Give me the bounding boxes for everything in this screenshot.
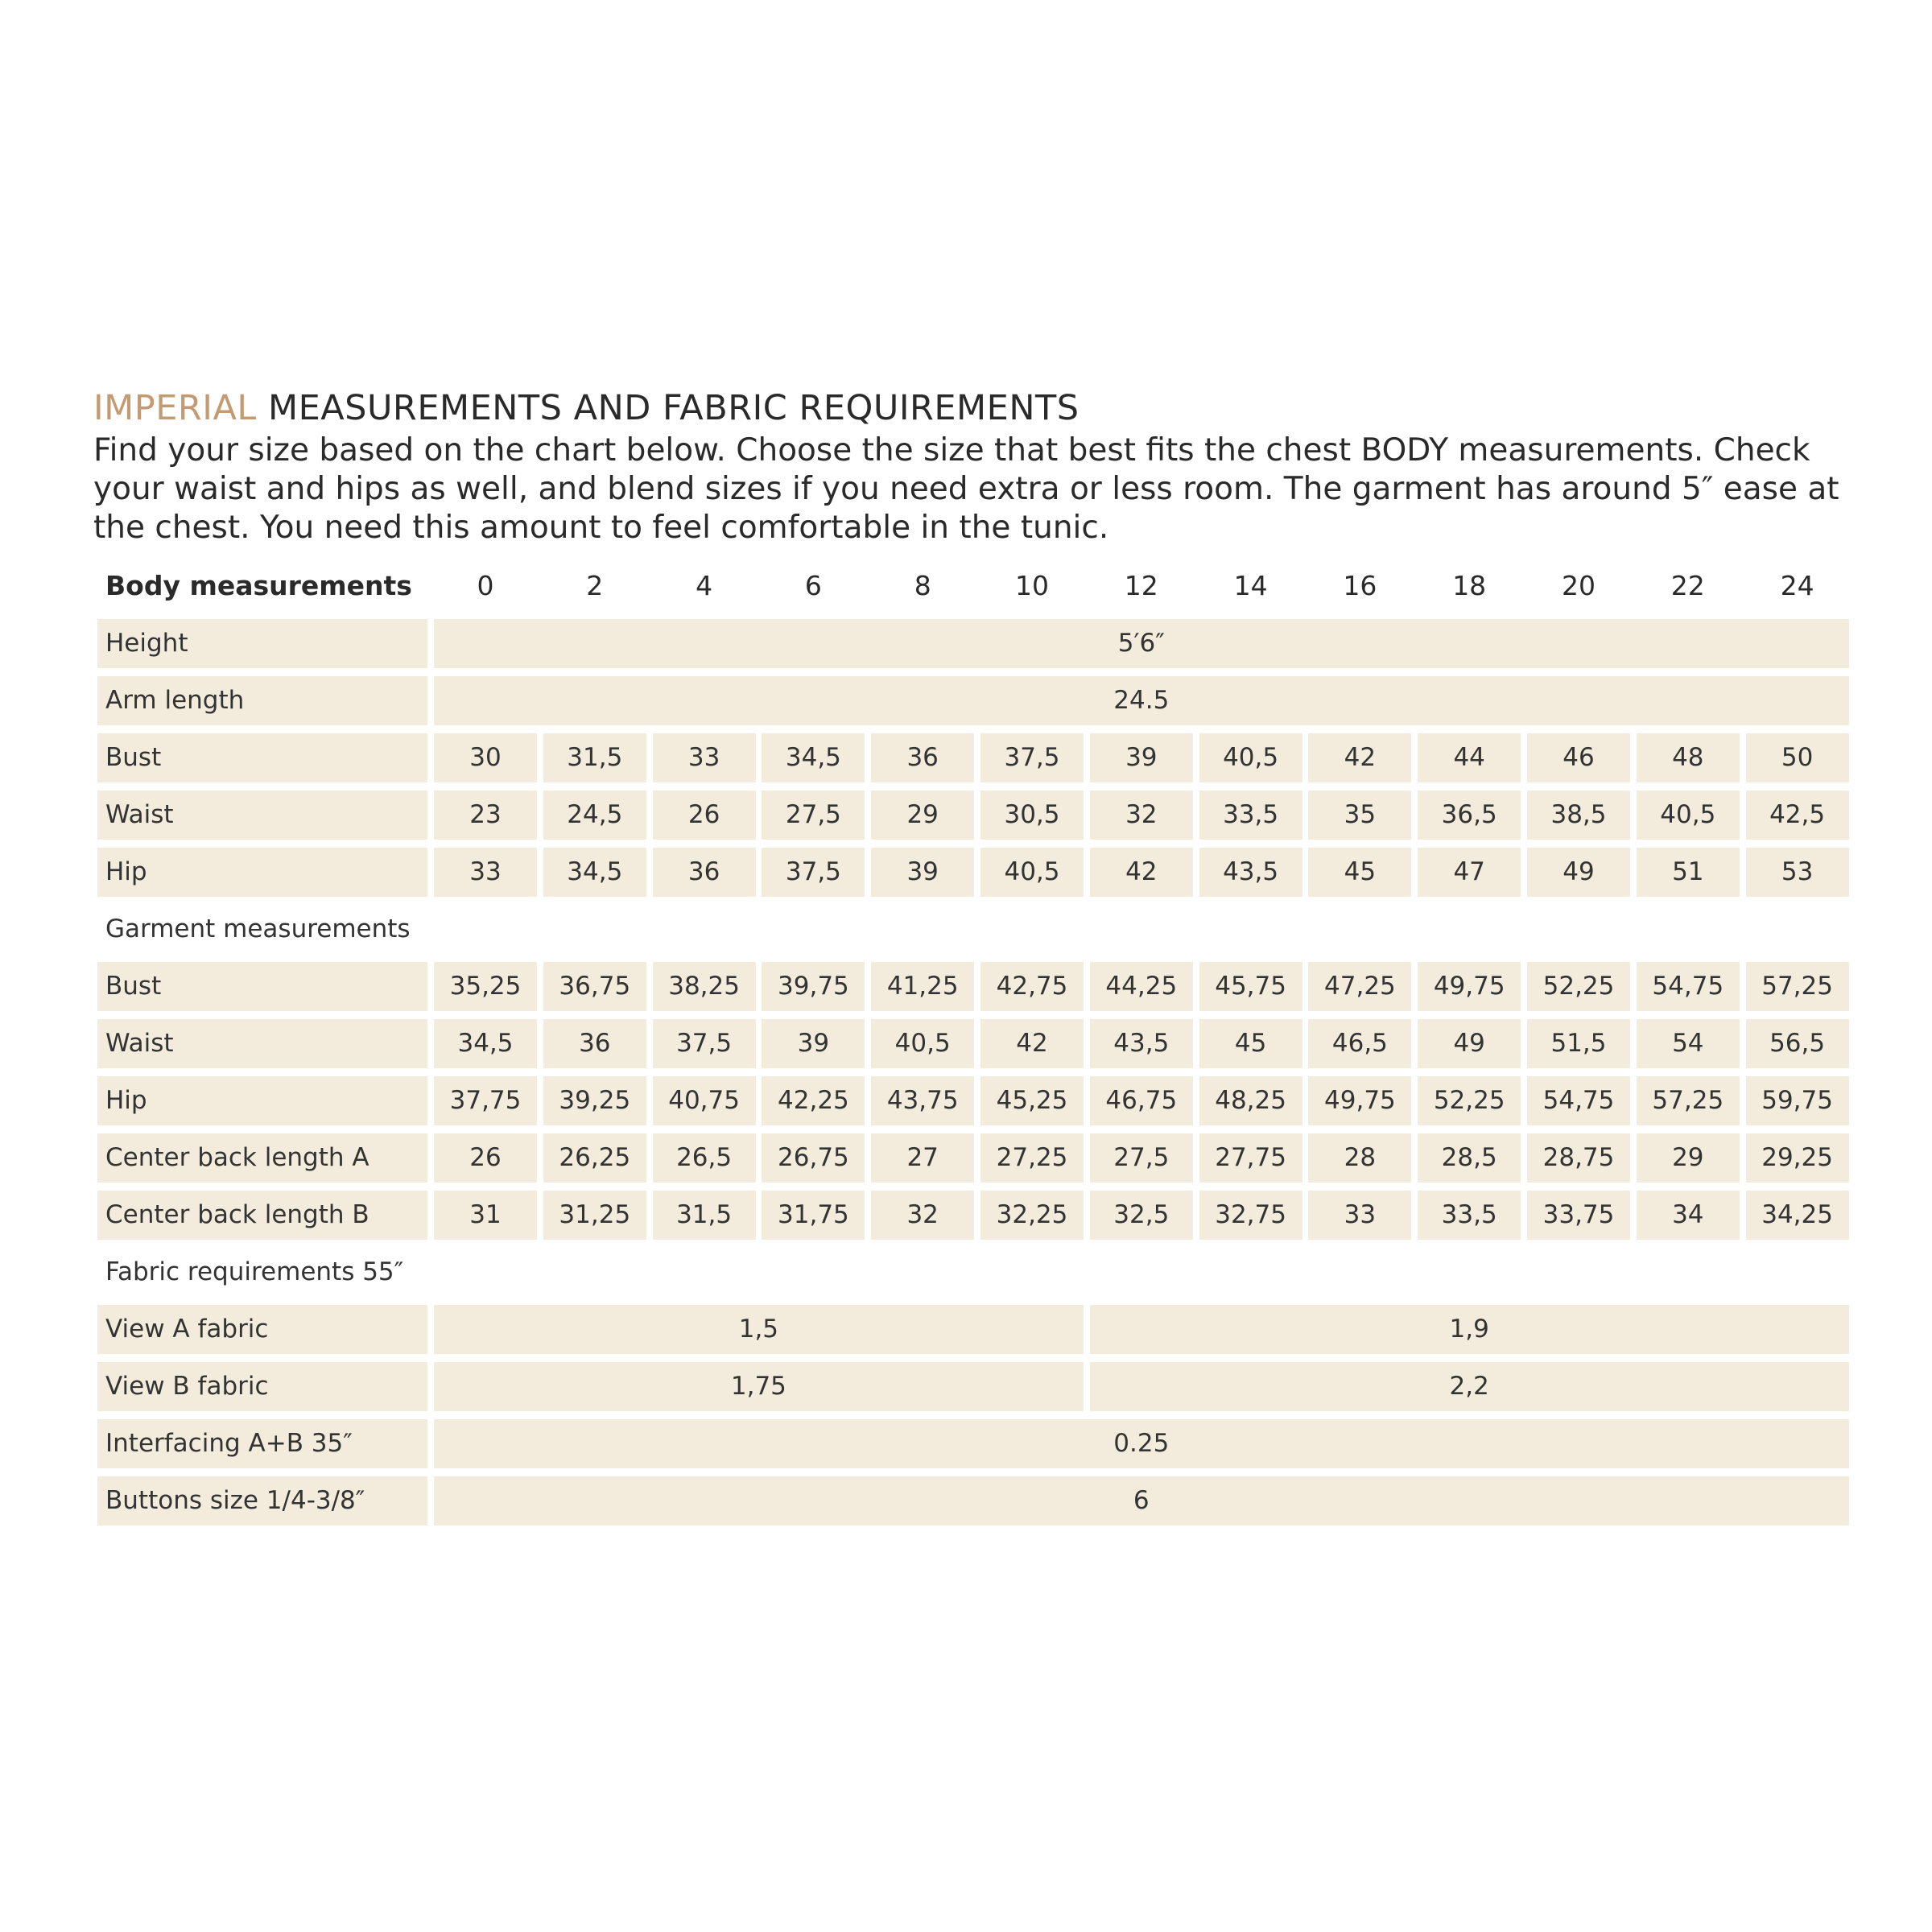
value-cell: 24,5 <box>543 791 646 840</box>
size-header-24: 24 <box>1780 570 1814 601</box>
size-header-10: 10 <box>1015 570 1049 601</box>
value-cell: 32 <box>1090 791 1193 840</box>
value-cell: 57,25 <box>1746 962 1849 1011</box>
value-cell: 41,25 <box>871 962 974 1011</box>
value-cell: 27,25 <box>980 1133 1084 1183</box>
value-cell: 35 <box>1308 791 1411 840</box>
value-cell: 52,25 <box>1527 962 1630 1011</box>
value-cell: 31,5 <box>543 733 646 782</box>
row-label: Bust <box>97 962 427 1011</box>
value-cell: 39 <box>871 848 974 897</box>
value-cell: 51,5 <box>1527 1019 1630 1068</box>
value-cell: 28,5 <box>1418 1133 1521 1183</box>
row-label: Arm length <box>97 676 427 725</box>
value-cell: 51 <box>1637 848 1740 897</box>
value-cell: 28 <box>1308 1133 1411 1183</box>
value-cell: 40,75 <box>653 1076 756 1125</box>
value-cell: 29 <box>1637 1133 1740 1183</box>
value-cell: 27 <box>871 1133 974 1183</box>
row-label: Waist <box>97 791 427 840</box>
value-cell: 36 <box>653 848 756 897</box>
value-cell: 43,5 <box>1199 848 1302 897</box>
value-cell: 54,75 <box>1527 1076 1630 1125</box>
value-cell: 39,25 <box>543 1076 646 1125</box>
table-row <box>97 672 1844 729</box>
table-row <box>97 1301 1844 1358</box>
value-cell: 45,25 <box>980 1076 1084 1125</box>
size-header-4: 4 <box>696 570 713 601</box>
title-rest: MEASUREMENTS AND FABRIC REQUIREMENTS <box>267 388 1080 428</box>
section-label: Fabric requirements 55″ <box>105 1257 404 1286</box>
table-row <box>97 1015 1844 1072</box>
table-body <box>97 615 1844 1530</box>
value-cell: 42 <box>980 1019 1084 1068</box>
row-label: Height <box>97 619 427 668</box>
table-row <box>97 844 1844 901</box>
value-cell: 31,75 <box>762 1191 865 1240</box>
value-cell: 47 <box>1418 848 1521 897</box>
value-cell: 33 <box>1308 1191 1411 1240</box>
split-cell-left: 1,5 <box>434 1305 1084 1354</box>
intro-text: Find your size based on the chart below. Choose the size that best fits the chest BODY measurements. Check your waist and hips as well, and blend sizes if you need extra or less room. The garment has around 5″ ease at the chest. You need this amount to feel comfortable in the tunic. <box>93 432 1839 546</box>
value-cell: 43,75 <box>871 1076 974 1125</box>
value-cell: 38,5 <box>1527 791 1630 840</box>
value-cell: 36,5 <box>1418 791 1521 840</box>
value-cell: 49,75 <box>1418 962 1521 1011</box>
value-cell: 42,25 <box>762 1076 865 1125</box>
value-cell: 32 <box>871 1191 974 1240</box>
value-cell: 34,5 <box>543 848 646 897</box>
table-row <box>97 1415 1844 1472</box>
value-cell: 56,5 <box>1746 1019 1849 1068</box>
row-label: Hip <box>97 848 427 897</box>
split-cell-right: 1,9 <box>1090 1305 1849 1354</box>
value-cell: 26 <box>653 791 756 840</box>
value-cell: 34,5 <box>434 1019 537 1068</box>
row-label: View B fabric <box>97 1362 427 1411</box>
table-row <box>97 1129 1844 1187</box>
size-header-8: 8 <box>914 570 931 601</box>
split-cell-right: 2,2 <box>1090 1362 1849 1411</box>
span-cell: 6 <box>434 1476 1849 1525</box>
value-cell: 31,25 <box>543 1191 646 1240</box>
size-header-18: 18 <box>1452 570 1487 601</box>
table-row <box>97 1187 1844 1244</box>
value-cell: 27,75 <box>1199 1133 1302 1183</box>
value-cell: 33,75 <box>1527 1191 1630 1240</box>
value-cell: 34,25 <box>1746 1191 1849 1240</box>
value-cell: 49,75 <box>1308 1076 1411 1125</box>
value-cell: 47,25 <box>1308 962 1411 1011</box>
value-cell: 33 <box>434 848 537 897</box>
page-header <box>93 385 1848 547</box>
value-cell: 26,25 <box>543 1133 646 1183</box>
value-cell: 42,75 <box>980 962 1084 1011</box>
value-cell: 42,5 <box>1746 791 1849 840</box>
value-cell: 46 <box>1527 733 1630 782</box>
value-cell: 39 <box>762 1019 865 1068</box>
row-label: Center back length B <box>97 1191 427 1240</box>
value-cell: 45,75 <box>1199 962 1302 1011</box>
span-cell: 24.5 <box>434 676 1849 725</box>
section-label: Garment measurements <box>105 914 411 943</box>
value-cell: 30 <box>434 733 537 782</box>
value-cell: 33,5 <box>1418 1191 1521 1240</box>
value-cell: 40,5 <box>980 848 1084 897</box>
value-cell: 48,25 <box>1199 1076 1302 1125</box>
value-cell: 37,5 <box>762 848 865 897</box>
span-cell: 5′6″ <box>434 619 1849 668</box>
value-cell: 39 <box>1090 733 1193 782</box>
size-header-0: 0 <box>477 570 494 601</box>
value-cell: 43,5 <box>1090 1019 1193 1068</box>
value-cell: 34 <box>1637 1191 1740 1240</box>
row-label: View A fabric <box>97 1305 427 1354</box>
value-cell: 40,5 <box>871 1019 974 1068</box>
size-header-2: 2 <box>586 570 604 601</box>
size-header-6: 6 <box>804 570 822 601</box>
value-cell: 59,75 <box>1746 1076 1849 1125</box>
value-cell: 26,5 <box>653 1133 756 1183</box>
value-cell: 50 <box>1746 733 1849 782</box>
value-cell: 57,25 <box>1637 1076 1740 1125</box>
value-cell: 40,5 <box>1199 733 1302 782</box>
value-cell: 49 <box>1418 1019 1521 1068</box>
row-label: Waist <box>97 1019 427 1068</box>
row-label: Buttons size 1/4-3/8″ <box>97 1476 427 1525</box>
value-cell: 38,25 <box>653 962 756 1011</box>
value-cell: 39,75 <box>762 962 865 1011</box>
row-label: Hip <box>97 1076 427 1125</box>
value-cell: 34,5 <box>762 733 865 782</box>
row-label: Center back length A <box>97 1133 427 1183</box>
value-cell: 26,75 <box>762 1133 865 1183</box>
size-chart-table <box>97 557 1844 1530</box>
header-label: Body measurements <box>105 570 412 601</box>
value-cell: 31,5 <box>653 1191 756 1240</box>
value-cell: 37,5 <box>980 733 1084 782</box>
value-cell: 30,5 <box>980 791 1084 840</box>
value-cell: 49 <box>1527 848 1630 897</box>
table-row <box>97 786 1844 844</box>
value-cell: 44 <box>1418 733 1521 782</box>
value-cell: 53 <box>1746 848 1849 897</box>
value-cell: 40,5 <box>1637 791 1740 840</box>
value-cell: 29 <box>871 791 974 840</box>
value-cell: 44,25 <box>1090 962 1193 1011</box>
value-cell: 33 <box>653 733 756 782</box>
table-header-row <box>97 557 1844 615</box>
value-cell: 31 <box>434 1191 537 1240</box>
span-cell: 0.25 <box>434 1419 1849 1468</box>
size-header-12: 12 <box>1124 570 1158 601</box>
value-cell: 42 <box>1090 848 1193 897</box>
size-header-22: 22 <box>1670 570 1705 601</box>
row-label: Interfacing A+B 35″ <box>97 1419 427 1468</box>
value-cell: 32,25 <box>980 1191 1084 1240</box>
title-accent: IMPERIAL <box>93 388 257 428</box>
value-cell: 36,75 <box>543 962 646 1011</box>
value-cell: 27,5 <box>762 791 865 840</box>
value-cell: 28,75 <box>1527 1133 1630 1183</box>
value-cell: 46,5 <box>1308 1019 1411 1068</box>
row-label: Bust <box>97 733 427 782</box>
value-cell: 32,75 <box>1199 1191 1302 1240</box>
value-cell: 45 <box>1199 1019 1302 1068</box>
split-cell-left: 1,75 <box>434 1362 1084 1411</box>
value-cell: 54,75 <box>1637 962 1740 1011</box>
size-header-20: 20 <box>1562 570 1596 601</box>
table-row <box>97 1472 1844 1530</box>
value-cell: 32,5 <box>1090 1191 1193 1240</box>
value-cell: 37,75 <box>434 1076 537 1125</box>
size-header-14: 14 <box>1233 570 1268 601</box>
value-cell: 26 <box>434 1133 537 1183</box>
table-row <box>97 1358 1844 1415</box>
value-cell: 48 <box>1637 733 1740 782</box>
value-cell: 37,5 <box>653 1019 756 1068</box>
value-cell: 35,25 <box>434 962 537 1011</box>
table-row <box>97 615 1844 672</box>
value-cell: 54 <box>1637 1019 1740 1068</box>
table-row <box>97 958 1844 1015</box>
value-cell: 36 <box>543 1019 646 1068</box>
value-cell: 27,5 <box>1090 1133 1193 1183</box>
value-cell: 52,25 <box>1418 1076 1521 1125</box>
table-row <box>97 729 1844 786</box>
value-cell: 29,25 <box>1746 1133 1849 1183</box>
value-cell: 33,5 <box>1199 791 1302 840</box>
value-cell: 46,75 <box>1090 1076 1193 1125</box>
value-cell: 36 <box>871 733 974 782</box>
table-row <box>97 1072 1844 1129</box>
value-cell: 42 <box>1308 733 1411 782</box>
page-title <box>93 385 1848 431</box>
value-cell: 45 <box>1308 848 1411 897</box>
size-header-16: 16 <box>1343 570 1377 601</box>
value-cell: 23 <box>434 791 537 840</box>
